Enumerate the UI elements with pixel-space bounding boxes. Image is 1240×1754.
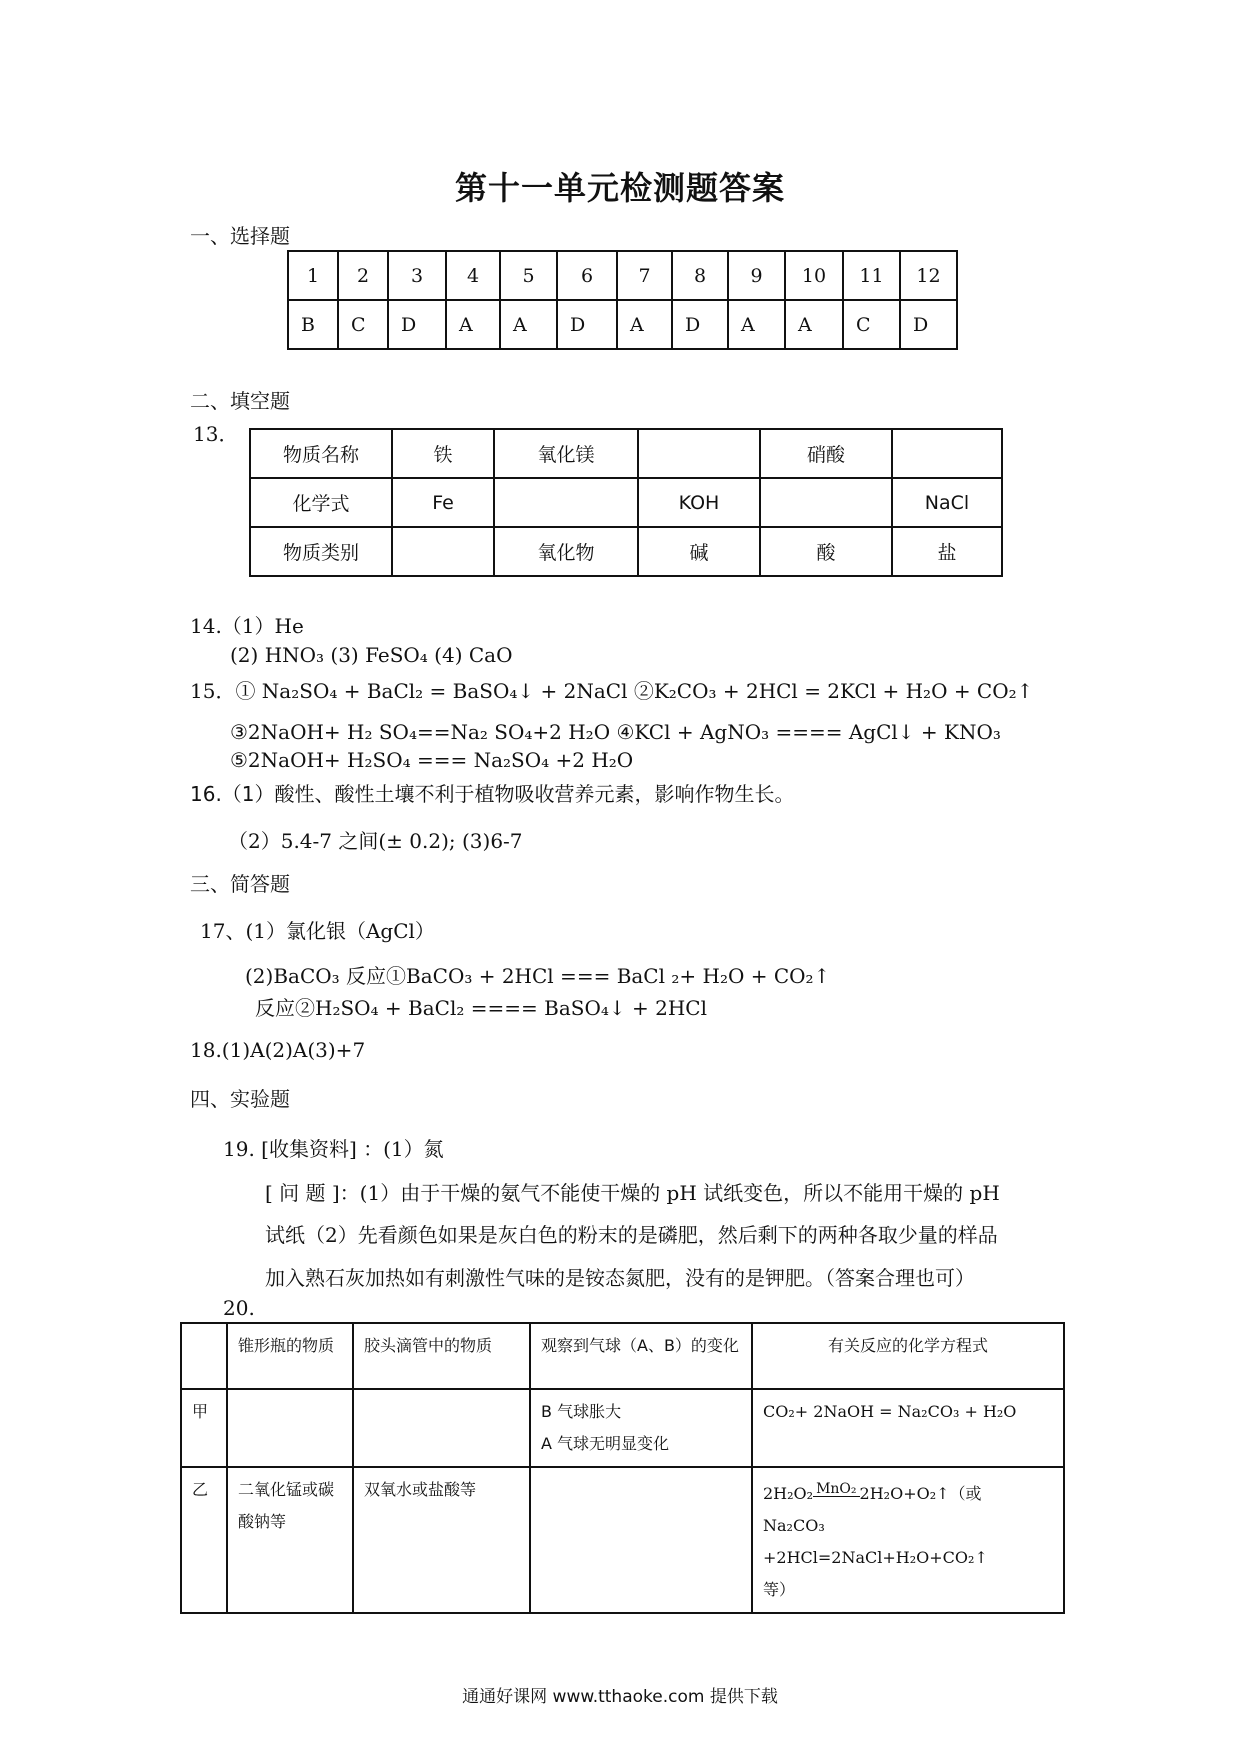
question-20-label: 20. [223,1296,255,1320]
table-cell [892,429,1002,478]
table-cell: 化学式 [250,478,392,527]
answer-14-line-2: (2) HNO₃ (3) FeSO₄ (4) CaO [230,643,513,667]
question-number: 11 [843,251,900,300]
answer-cell: C [338,300,388,349]
question-number: 1 [288,251,338,300]
answer-cell: D [900,300,957,349]
question-number: 5 [500,251,557,300]
page-title: 第十一单元检测题答案 [454,169,785,207]
answer-17-line-1: 17、(1）氯化银（AgCl） [200,919,435,943]
section-short-answer: 三、简答题 [190,872,290,896]
table-cell [181,1323,227,1389]
table-cell: 碱 [638,527,760,576]
question-number: 7 [617,251,672,300]
table-cell: 铁 [392,429,494,478]
answer-15-line-3: ⑤2NaOH+ H₂SO₄ === Na₂SO₄ +2 H₂O [230,748,634,772]
choice-answer-table [287,250,958,350]
table-cell: 双氧水或盐酸等 [353,1467,530,1613]
answer-cell: A [728,300,785,349]
question-number: 4 [446,251,500,300]
question-number: 8 [672,251,728,300]
table-cell [494,478,638,527]
answer-15-line-2: ③2NaOH+ H₂ SO₄==Na₂ SO₄+2 H₂O ④KCl + AgNO₃ ==== AgCl↓ + KNO₃ [230,720,1001,744]
table-cell: 物质类别 [250,527,392,576]
question-number: 6 [557,251,617,300]
equation-line: Na₂CO₃ +2HCl=2NaCl+H₂O+CO₂↑ [763,1516,988,1567]
table-row [250,527,1002,576]
table-row [250,429,1002,478]
answer-17-line-2: (2)BaCO₃ 反应①BaCO₃ + 2HCl === BaCl ₂+ H₂O + CO₂↑ [245,964,831,988]
table-cell: 氧化镁 [494,429,638,478]
answer-cell: D [557,300,617,349]
answer-cell: D [672,300,728,349]
answer-cell: A [785,300,843,349]
equation-product: 2H₂O+O₂↑（或 [859,1484,982,1503]
table-cell [530,1389,752,1467]
table-cell [353,1389,530,1467]
table-cell [227,1389,353,1467]
balloon-a-change: A 气球无明显变化 [541,1434,670,1453]
question-number: 3 [388,251,446,300]
answer-cell: D [388,300,446,349]
table-row [181,1389,1064,1467]
section-multiple-choice: 一、选择题 [190,224,290,248]
table-cell [392,527,494,576]
answer-cell: A [446,300,500,349]
equation-reactant: 2H₂O₂ [763,1484,814,1503]
question-number: 2 [338,251,388,300]
table-cell: Fe [392,478,494,527]
answer-19-line-4: 加入熟石灰加热如有刺激性气味的是铵态氮肥，没有的是钾肥。（答案合理也可） [265,1266,975,1290]
section-fill-in: 二、填空题 [190,389,290,413]
table-header: 锥形瓶的物质 [227,1323,353,1389]
table-cell: 酸 [760,527,892,576]
table-cell: 物质名称 [250,429,392,478]
footer: 通通好课网 www.tthaoke.com 提供下载 [462,1687,778,1707]
table-cell [530,1467,752,1613]
row-label: 甲 [181,1389,227,1467]
answer-cell: A [500,300,557,349]
answer-18: 18.(1)A(2)A(3)+7 [190,1038,366,1062]
table-cell [638,429,760,478]
table-row [288,251,957,300]
answer-cell: B [288,300,338,349]
table-header: 观察到气球（A、B）的变化 [530,1323,752,1389]
answer-15-line-1: 15．① Na₂SO₄ + BaCl₂ = BaSO₄↓ + 2NaCl ②K₂CO₃ + 2HCl = 2KCl + H₂O + CO₂↑ [190,679,1034,703]
answer-cell: C [843,300,900,349]
table-row [181,1467,1064,1613]
answer-14-line-1: 14.（1）He [190,614,304,638]
table-row [181,1323,1064,1389]
answer-19-line-3: 试纸（2）先看颜色如果是灰白色的粉末的是磷肥，然后剩下的两种各取少量的样品 [265,1223,998,1247]
answer-19-line-1: 19. [收集资料] ：(1）氮 [223,1137,444,1161]
equation-line: 等） [763,1580,796,1599]
substance-table [249,428,1003,577]
answer-19-line-2: [ 问 题 ]：(1）由于干燥的氨气不能使干燥的 pH 试纸变色，所以不能用干燥的 pH [265,1181,1000,1205]
answer-17-line-3: 反应②H₂SO₄ + BaCl₂ ==== BaSO₄↓ + 2HCl [255,996,707,1020]
equation-line [763,1478,1053,1510]
table-header: 有关反应的化学方程式 [752,1323,1064,1389]
table-cell: 氧化物 [494,527,638,576]
table-cell: 盐 [892,527,1002,576]
equation-cell: CO₂+ 2NaOH = Na₂CO₃ + H₂O [752,1389,1064,1467]
table-cell [760,478,892,527]
table-row [250,478,1002,527]
section-experiment: 四、实验题 [190,1087,290,1111]
question-number: 9 [728,251,785,300]
table-cell: KOH [638,478,760,527]
table-cell: 二氧化锰或碳酸钠等 [227,1467,353,1613]
catalyst-label: MnO₂ [813,1482,859,1497]
row-label: 乙 [181,1467,227,1613]
table-row [288,300,957,349]
equation-cell [752,1467,1064,1613]
question-number: 10 [785,251,843,300]
table-cell: 硝酸 [760,429,892,478]
question-13-label: 13． [193,422,239,446]
table-cell: NaCl [892,478,1002,527]
answer-16-line-2: （2）5.4-7 之间(± 0.2); (3)6-7 [228,829,523,853]
question-number: 12 [900,251,957,300]
experiment-table [180,1322,1065,1614]
balloon-b-change: B 气球胀大 [541,1402,622,1421]
table-header: 胶头滴管中的物质 [353,1323,530,1389]
answer-16-line-1: 16.（1）酸性、酸性土壤不利于植物吸收营养元素，影响作物生长。 [190,782,795,806]
answer-cell: A [617,300,672,349]
